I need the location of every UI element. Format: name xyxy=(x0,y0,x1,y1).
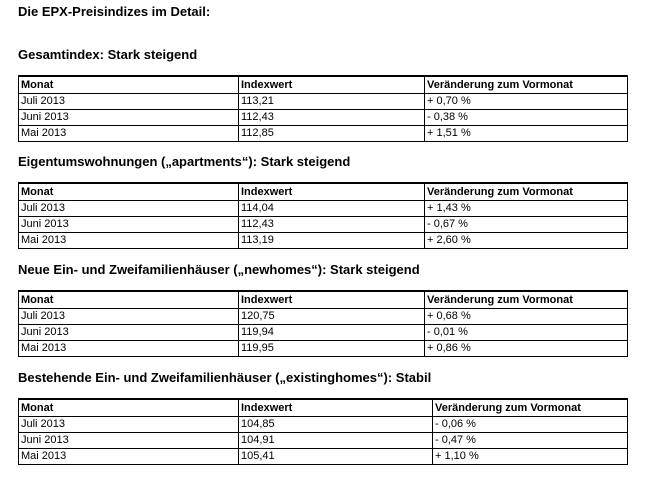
cell-month: Juli 2013 xyxy=(19,94,239,110)
table-row xyxy=(19,309,628,325)
cell-month: Mai 2013 xyxy=(19,341,239,357)
section-heading-existinghomes: Bestehende Ein- und Zweifamilienhäuser („existinghomes“): Stabil xyxy=(18,370,432,385)
table-row xyxy=(19,217,628,233)
section-heading-newhomes: Neue Ein- und Zweifamilienhäuser („newhomes“): Stark steigend xyxy=(18,262,420,277)
cell-index-value: 113,19 xyxy=(239,233,425,249)
cell-index-value: 104,91 xyxy=(239,433,433,449)
cell-month: Mai 2013 xyxy=(19,233,239,249)
column-header-veraenderung: Veränderung zum Vormonat xyxy=(433,399,628,417)
index-table-existinghomes xyxy=(18,398,628,465)
table-header-row xyxy=(19,183,628,201)
table-row xyxy=(19,201,628,217)
column-header-monat: Monat xyxy=(19,291,239,309)
cell-index-value: 119,94 xyxy=(239,325,425,341)
index-table-gesamtindex xyxy=(18,75,628,142)
cell-change: - 0,06 % xyxy=(433,417,628,433)
table-header-row xyxy=(19,76,628,94)
cell-change: + 2,60 % xyxy=(425,233,628,249)
cell-month: Juni 2013 xyxy=(19,325,239,341)
table-row xyxy=(19,325,628,341)
table-row xyxy=(19,110,628,126)
cell-change: + 0,70 % xyxy=(425,94,628,110)
section-heading-gesamtindex: Gesamtindex: Stark steigend xyxy=(18,47,198,62)
column-header-veraenderung: Veränderung zum Vormonat xyxy=(425,183,628,201)
table-row xyxy=(19,341,628,357)
column-header-indexwert: Indexwert xyxy=(239,76,425,94)
cell-month: Juli 2013 xyxy=(19,201,239,217)
index-table-apartments xyxy=(18,182,628,249)
cell-index-value: 119,95 xyxy=(239,341,425,357)
cell-change: + 0,68 % xyxy=(425,309,628,325)
table-row xyxy=(19,233,628,249)
column-header-monat: Monat xyxy=(19,76,239,94)
column-header-indexwert: Indexwert xyxy=(239,183,425,201)
cell-index-value: 105,41 xyxy=(239,449,433,465)
cell-index-value: 112,43 xyxy=(239,217,425,233)
section-heading-apartments: Eigentumswohnungen („apartments“): Stark steigend xyxy=(18,154,351,169)
cell-change: - 0,38 % xyxy=(425,110,628,126)
column-header-indexwert: Indexwert xyxy=(239,291,425,309)
column-header-indexwert: Indexwert xyxy=(239,399,433,417)
table-header-row xyxy=(19,399,628,417)
table-header-row xyxy=(19,291,628,309)
index-table-newhomes xyxy=(18,290,628,357)
table-row xyxy=(19,94,628,110)
cell-month: Juli 2013 xyxy=(19,417,239,433)
table-row xyxy=(19,126,628,142)
cell-month: Juni 2013 xyxy=(19,433,239,449)
cell-change: - 0,01 % xyxy=(425,325,628,341)
table-row xyxy=(19,449,628,465)
column-header-monat: Monat xyxy=(19,399,239,417)
cell-month: Juli 2013 xyxy=(19,309,239,325)
cell-change: + 0,86 % xyxy=(425,341,628,357)
column-header-veraenderung: Veränderung zum Vormonat xyxy=(425,76,628,94)
cell-index-value: 112,43 xyxy=(239,110,425,126)
cell-index-value: 113,21 xyxy=(239,94,425,110)
cell-change: + 1,43 % xyxy=(425,201,628,217)
cell-index-value: 114,04 xyxy=(239,201,425,217)
cell-index-value: 104,85 xyxy=(239,417,433,433)
cell-index-value: 120,75 xyxy=(239,309,425,325)
cell-change: + 1,51 % xyxy=(425,126,628,142)
cell-change: - 0,47 % xyxy=(433,433,628,449)
page-title: Die EPX-Preisindizes im Detail: xyxy=(18,4,211,19)
cell-month: Juni 2013 xyxy=(19,217,239,233)
table-row xyxy=(19,433,628,449)
column-header-veraenderung: Veränderung zum Vormonat xyxy=(425,291,628,309)
cell-index-value: 112,85 xyxy=(239,126,425,142)
cell-month: Mai 2013 xyxy=(19,126,239,142)
cell-month: Mai 2013 xyxy=(19,449,239,465)
cell-change: - 0,67 % xyxy=(425,217,628,233)
table-row xyxy=(19,417,628,433)
cell-change: + 1,10 % xyxy=(433,449,628,465)
column-header-monat: Monat xyxy=(19,183,239,201)
cell-month: Juni 2013 xyxy=(19,110,239,126)
